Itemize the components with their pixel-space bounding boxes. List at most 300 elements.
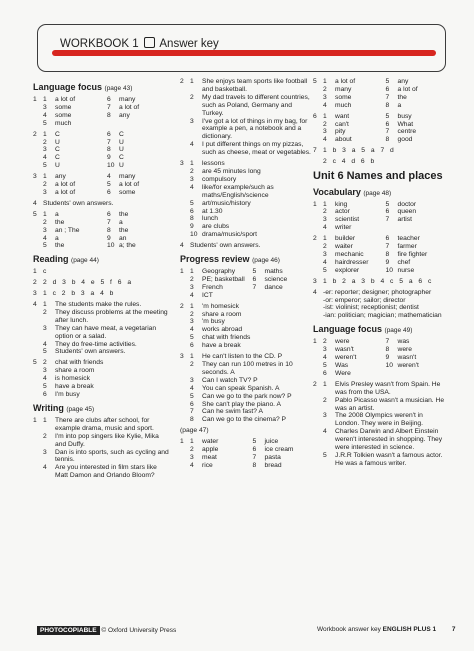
answer-text: What: [397, 120, 414, 128]
answer-grid: [43, 131, 171, 171]
answer-text: artist: [397, 216, 412, 224]
item-number: 10: [385, 266, 393, 274]
answer-line: -ist: violinist; receptionist; dentist: [323, 304, 419, 312]
answer-text: science: [264, 275, 288, 283]
exercise-body: [43, 279, 171, 287]
list-item: [190, 334, 315, 342]
item-number: [253, 292, 265, 300]
item-number: 7: [107, 138, 111, 146]
item-number: 9: [107, 154, 111, 162]
answer-text: I've got a lot of things in my bag, for example a pen, a notebook and a dictionary.: [202, 117, 308, 141]
answer-text: farmer: [397, 243, 417, 251]
section-title: Unit 6 Names and places: [313, 170, 443, 183]
answer-text: U: [55, 138, 60, 146]
list-item: [190, 318, 315, 326]
answer-text: lessons: [202, 160, 225, 168]
item-number: 2: [190, 93, 194, 101]
item-number: 3: [43, 146, 47, 154]
exercise-number: 2: [313, 380, 317, 388]
answer-text: at 1.30: [202, 207, 223, 215]
list-item: [190, 393, 315, 401]
item-number: 2: [323, 85, 327, 93]
list-item: [323, 452, 448, 468]
item-number: 4: [323, 354, 327, 362]
exercise-block: [33, 279, 171, 287]
answer-text: drama/music/sport: [202, 231, 258, 239]
answer-text: much: [335, 101, 352, 109]
item-number: 8: [107, 111, 111, 119]
exercise-number: 1: [33, 416, 37, 424]
answer-text: ice cream: [264, 446, 294, 454]
exercise-block: [180, 78, 315, 157]
answer-text: C: [55, 154, 60, 162]
item-number: 3: [323, 251, 327, 258]
answer-text: [265, 292, 316, 300]
item-number: 4: [323, 224, 327, 232]
list-item: [323, 397, 448, 413]
item-number: 6: [385, 120, 390, 128]
list-item: [190, 342, 315, 350]
answer-text: any: [55, 173, 66, 181]
exercise-block: [33, 359, 171, 399]
answer-text: a lot of: [55, 181, 76, 189]
answer-text: good: [397, 136, 413, 144]
exercise-number: 1: [33, 268, 37, 276]
answer-text: compulsory: [202, 175, 237, 183]
exercise-body: [43, 359, 171, 399]
list-item: [43, 449, 171, 465]
answer-text: pity: [335, 128, 346, 136]
exercise-body: [323, 235, 448, 275]
item-number: 5: [252, 438, 257, 446]
list-item: [43, 375, 171, 383]
answer-text: an: [119, 234, 127, 242]
answer-text: share a room: [55, 367, 95, 375]
answer-text: about: [335, 136, 352, 144]
answer-text: I'm into pop singers like Kylie, Mika and Duffy.: [55, 432, 159, 448]
item-number: 4: [190, 326, 194, 334]
item-number: 5: [43, 383, 47, 391]
section-page-ref: (page 46): [252, 257, 280, 265]
exercise-number: 1: [33, 96, 37, 103]
answer-text: The students make the rules.: [55, 301, 142, 309]
publisher-text: © Oxford University Press: [101, 627, 177, 634]
answer-text: Charles Darwin and Albert Einstein weren't interested in shopping. They were interested in science.: [335, 428, 443, 452]
answer-text: PE; basketball: [202, 275, 245, 283]
exercise-block: [180, 160, 315, 239]
answer-text: a: [55, 210, 59, 218]
item-number: 1: [323, 112, 327, 120]
workbook-label: WORKBOOK 1: [60, 38, 139, 50]
item-number: 7: [107, 103, 111, 111]
exercise-body: [323, 289, 448, 321]
answer-text: nurse: [397, 266, 415, 274]
answer-text: pasta: [264, 453, 281, 461]
item-number: 5: [43, 162, 47, 170]
item-number: 2: [190, 446, 194, 454]
section-heading: [313, 170, 448, 183]
item-number: 3: [323, 128, 327, 136]
item-number: [386, 370, 398, 378]
item-number: 1: [190, 268, 194, 276]
item-number: 7: [385, 216, 390, 224]
exercise-number: 1: [313, 338, 317, 346]
section-heading: [33, 254, 171, 266]
exercise-block: [33, 173, 171, 197]
answer-sequence: 1 b 3 a 5 a 7 d: [323, 147, 394, 155]
answer-grid: [43, 211, 171, 251]
answer-text: wasn't: [397, 354, 417, 362]
item-number: 3: [190, 283, 194, 291]
section-heading: [33, 403, 171, 415]
exercise-block: [313, 113, 448, 145]
footer-level: ENGLISH PLUS 1: [382, 626, 437, 633]
answer-text: mechanic: [335, 251, 364, 258]
section-page-ref: (page 49): [384, 327, 413, 335]
item-number: 6: [385, 208, 390, 216]
list-item: [190, 361, 315, 377]
item-number: 6: [107, 210, 111, 218]
exercise-number: 2: [313, 235, 317, 243]
item-number: 3: [43, 103, 47, 111]
list-item: [190, 176, 315, 184]
item-number: 4: [43, 464, 47, 472]
exercise-body: [43, 131, 171, 171]
list-item: [190, 231, 315, 239]
answer-text: explorer: [335, 266, 360, 274]
item-number: 2: [43, 359, 47, 367]
answer-text: Can we go to the park now? P: [202, 392, 292, 400]
list-item: [323, 412, 448, 428]
exercise-body: [190, 78, 315, 157]
answer-grid: [323, 235, 448, 275]
list-item: [43, 391, 171, 399]
item-number: 4: [323, 136, 327, 144]
item-number: 3: [190, 175, 194, 183]
list-item: [190, 118, 315, 142]
exercise-body: [323, 158, 448, 166]
item-number: 5: [385, 78, 390, 85]
section-heading: [313, 187, 448, 199]
item-number: 7: [385, 93, 390, 101]
answer-text: chat with friends: [202, 334, 251, 342]
item-number: 1: [190, 78, 194, 85]
exercise-number: [313, 158, 323, 166]
answer-text: She enjoys team sports like football and basketball.: [202, 78, 308, 93]
section-title: Language focus: [313, 324, 383, 335]
answer-text: C: [119, 154, 124, 162]
section-page-ref: (page 48): [363, 189, 392, 197]
item-number: 7: [385, 243, 390, 251]
exercise-body: [43, 417, 171, 480]
list-item: [43, 367, 171, 375]
answer-text: Dan is into sports, such as cycling and tennis.: [55, 448, 169, 464]
exercise-body: [190, 303, 315, 350]
section-heading: [33, 82, 171, 94]
item-number: 4: [190, 384, 194, 392]
answer-text: You can speak Spanish. A: [202, 384, 280, 392]
header-red-bar: [52, 50, 436, 56]
answer-text: fire fighter: [397, 251, 428, 258]
answer-text: Students' own answers.: [55, 348, 126, 356]
item-number: 1: [323, 235, 327, 243]
list-item: [190, 223, 315, 231]
answer-text: dance: [264, 283, 283, 291]
item-number: 4: [43, 340, 47, 348]
list-item: [43, 433, 171, 449]
exercise-block: [180, 268, 315, 300]
answer-text: a lot of: [119, 181, 140, 189]
item-number: 5: [385, 112, 390, 120]
answer-text: a lot of: [397, 85, 418, 93]
item-number: 1: [43, 130, 47, 138]
list-item: [190, 408, 315, 416]
section-title: Reading: [33, 254, 69, 265]
answer-text: queen: [397, 208, 417, 216]
checkbox-icon: [144, 37, 155, 48]
item-number: 5: [190, 392, 194, 400]
list-item: [190, 160, 315, 168]
answer-text: want: [335, 112, 350, 120]
item-number: 5: [43, 119, 47, 127]
answer-text: 'm busy: [202, 318, 225, 326]
answer-text: was: [397, 338, 410, 346]
answer-line: -ian: politician; magician; mathematician: [323, 312, 442, 320]
exercise-block: [180, 303, 315, 350]
item-number: 2: [190, 361, 194, 368]
item-number: 4: [323, 428, 327, 436]
item-number: 1: [323, 380, 327, 388]
answer-text: maths: [264, 268, 283, 276]
list-item: [190, 401, 315, 409]
item-number: 7: [107, 218, 111, 226]
list-item: [190, 200, 315, 208]
answer-key-label: Answer key: [159, 38, 219, 50]
answer-text: a lot of: [119, 103, 140, 111]
section-title: Vocabulary: [313, 186, 361, 197]
list-item: [43, 348, 171, 356]
exercise-body: [323, 147, 448, 155]
list-item: [190, 311, 315, 319]
answer-text: apple: [202, 446, 219, 454]
item-number: 4: [190, 291, 194, 299]
answer-text: the: [55, 218, 65, 226]
item-number: 1: [43, 301, 47, 309]
list-item: [190, 385, 315, 393]
exercise-block: [313, 338, 448, 378]
list-item: [190, 303, 315, 311]
answer-text: 'm homesick: [202, 302, 239, 310]
answer-text: Are you interested in film stars like Matt Damon and Orlando Bloom?: [55, 464, 157, 480]
answer-text: scientist: [335, 216, 360, 224]
answer-text: some: [335, 93, 352, 101]
exercise-number: 4: [33, 199, 37, 207]
page-number: 7: [451, 626, 456, 633]
item-number: 3: [43, 367, 47, 375]
exercise-block: [180, 438, 315, 470]
answer-text: a; the: [119, 242, 136, 250]
answer-text: Can I watch TV? P: [202, 376, 258, 384]
list-item: [43, 309, 171, 325]
item-number: 2: [190, 167, 194, 175]
answer-text: builder: [335, 235, 356, 243]
answer-sequence: 1 c 2 b 3 a 4 b: [43, 290, 114, 298]
exercise-block: [33, 290, 171, 298]
item-number: 8: [385, 136, 390, 144]
item-number: 2: [323, 338, 327, 346]
exercise-number: 5: [33, 210, 37, 218]
item-number: 8: [252, 461, 257, 469]
page-footer: [37, 626, 457, 635]
list-item: [323, 428, 448, 452]
exercise-number: 3: [180, 353, 184, 361]
answer-text: J.R.R Tolkien wasn't a famous actor. He was a famous writer.: [335, 451, 443, 467]
exercise-block: [313, 78, 448, 110]
exercise-number: 2: [180, 302, 184, 310]
exercise-body: [43, 96, 171, 128]
answer-text: many: [119, 96, 136, 103]
item-number: 9: [107, 234, 111, 242]
answer-text: some: [55, 103, 72, 111]
answer-text: They discuss problems at the meeting after lunch.: [55, 308, 168, 324]
exercise-number: 3: [33, 173, 37, 181]
answer-text: have a break: [55, 383, 94, 391]
answer-text: a lot of: [335, 78, 356, 85]
item-number: 3: [190, 453, 194, 461]
item-number: 6: [43, 391, 47, 398]
answer-text: chef: [397, 258, 411, 266]
answer-text: [398, 224, 449, 232]
answer-text: actor: [335, 208, 350, 216]
item-number: 9: [385, 258, 390, 266]
answer-text: waiter: [335, 243, 353, 251]
item-number: 6: [190, 342, 194, 350]
answer-text: U: [119, 138, 124, 146]
answer-text: There are clubs after school, for example drama, music and sport.: [55, 416, 154, 432]
item-number: 6: [252, 275, 257, 283]
item-number: 2: [43, 181, 47, 189]
item-number: 6: [107, 96, 111, 103]
answer-text: C: [55, 130, 60, 138]
answer-text: juice: [264, 438, 279, 446]
item-number: 6: [323, 369, 327, 377]
item-number: 6: [190, 400, 194, 408]
list-item: [190, 377, 315, 385]
exercise-body: [190, 438, 315, 470]
exercise-block: [33, 211, 171, 251]
item-number: 5: [323, 451, 327, 459]
item-number: 7: [385, 128, 390, 136]
item-number: 5: [43, 348, 47, 356]
item-number: 4: [190, 461, 194, 469]
item-number: 5: [190, 199, 194, 207]
exercise-number: 5: [313, 78, 317, 85]
list-item: [190, 141, 315, 157]
answer-text: U: [119, 146, 124, 154]
item-number: 7: [252, 283, 257, 291]
exercise-body: [190, 160, 315, 239]
list-item: [43, 359, 171, 367]
answer-grid: [43, 173, 171, 197]
answer-text: a: [55, 234, 59, 242]
answer-text: U: [55, 162, 60, 170]
item-number: 1: [323, 200, 327, 208]
answer-text: can't: [335, 120, 349, 128]
answer-text: Can he swim fast? A: [202, 408, 263, 416]
list-item: [190, 326, 315, 334]
item-number: 1: [190, 160, 194, 168]
answer-sequence: 1 b 2 a 3 b 4 c 5 a 6 c: [323, 277, 432, 285]
item-number: 3: [323, 216, 327, 224]
item-number: 10: [107, 242, 115, 250]
exercise-body: [43, 290, 171, 298]
exercise-number: 2: [33, 279, 37, 287]
item-number: 10: [385, 361, 393, 369]
section-heading: [180, 254, 315, 266]
list-item: [190, 416, 315, 424]
answer-text: lunch: [202, 215, 218, 223]
item-number: 2: [323, 243, 327, 251]
item-number: 6: [385, 85, 390, 93]
answer-text: works abroad: [202, 326, 243, 334]
answer-sequence: 2 d 3 b 4 e 5 f 6 a: [43, 279, 132, 287]
answer-text: [119, 120, 171, 128]
item-number: 8: [385, 346, 390, 354]
answer-sequence: 2 c 4 d 6 b: [323, 158, 375, 166]
item-number: 4: [323, 258, 327, 266]
answer-text: Students' own answers.: [190, 242, 261, 250]
answer-grid: [323, 78, 448, 110]
item-number: 2: [190, 275, 194, 283]
answer-text: Geography: [202, 268, 236, 276]
item-number: 7: [385, 338, 390, 346]
list-item: [190, 215, 315, 223]
answer-text: C: [55, 146, 60, 154]
answer-text: They can have meat, a vegetarian option or a salad.: [55, 324, 157, 340]
footer-right: [317, 626, 456, 633]
answer-text: many: [335, 85, 352, 93]
item-number: 5: [323, 361, 327, 369]
exercise-block: [33, 96, 171, 128]
answer-grid: [323, 338, 448, 378]
exercise-block: [313, 147, 448, 155]
exercise-number: 5: [33, 359, 37, 367]
answer-text: The 2008 Olympics weren't in London. They were in Beijing.: [335, 412, 423, 428]
item-number: 8: [107, 146, 111, 154]
item-number: 2: [43, 432, 47, 440]
column-right: [313, 78, 448, 471]
answer-text: She can't play the piano. A: [202, 400, 281, 408]
exercise-body: [323, 338, 448, 378]
section-page-ref: (page 45): [66, 405, 95, 413]
exercise-body: [190, 268, 315, 300]
item-number: 9: [385, 354, 390, 362]
list-item: [43, 464, 171, 480]
item-number: 1: [43, 416, 47, 424]
item-number: 2: [43, 308, 47, 316]
list-item: [43, 383, 171, 391]
answer-text: hairdresser: [335, 258, 369, 266]
answer-grid: [323, 201, 448, 233]
section-title: Progress review: [180, 254, 250, 265]
item-number: 3: [323, 93, 327, 101]
list-item: [323, 381, 448, 397]
item-number: 4: [43, 154, 47, 162]
exercise-number: 4: [180, 242, 184, 250]
exercise-body: [323, 278, 448, 286]
item-number: 5: [252, 268, 257, 276]
item-number: 7: [252, 453, 257, 461]
